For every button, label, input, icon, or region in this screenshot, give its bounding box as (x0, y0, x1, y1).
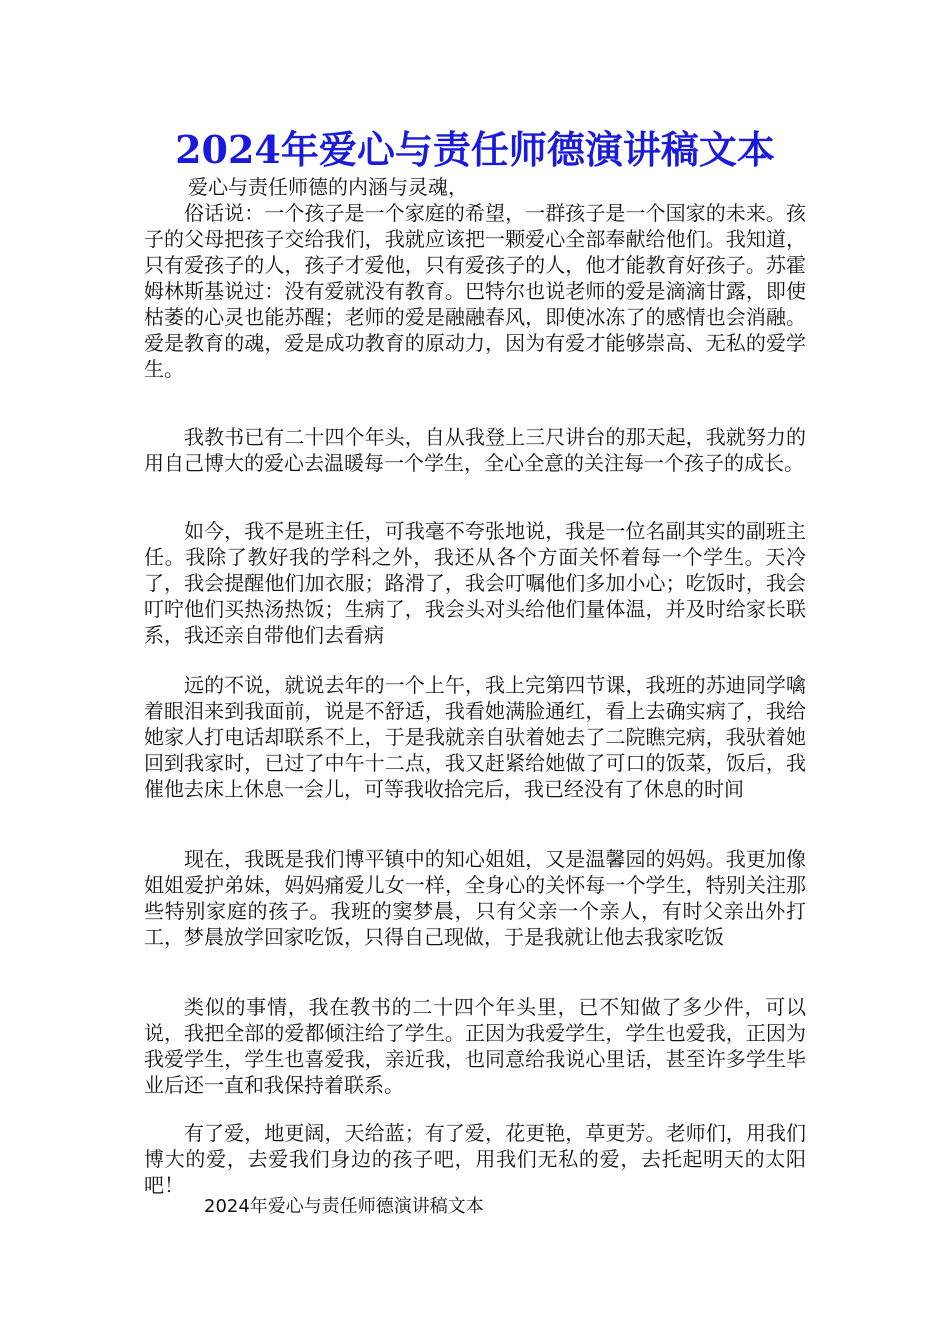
document-footer-title: 2024年爱心与责任师德演讲稿文本 (204, 1196, 484, 1217)
paragraph-block-5 (144, 846, 806, 950)
paragraph-block-6 (144, 994, 806, 1098)
paragraph: 远的不说，就说去年的一个上午，我上完第四节课，我班的苏迪同学噙着眼泪来到我面前，说是不舒适，我看她满脸通红，看上去确实病了，我给她家人打电话却联系不上，于是我就亲自驮着她去了二院瞧完病，我驮着她回到我家时，已过了中午十二点，我又赶紧给她做了可口的饭菜，饭后，我催他去床上休息一会儿，可等我收拾完后，我已经没有了休息的时间 (144, 673, 806, 801)
paragraph-block-3 (144, 518, 806, 648)
paragraph: 类似的事情，我在教书的二十四个年头里，已不知做了多少件，可以说，我把全部的爱都倾注给了学生。正因为我爱学生，学生也爱我，正因为我爱学生，学生也喜爱我，亲近我，也同意给我说心里话，甚至许多学生毕业后还一直和我保持着联系。 (144, 995, 806, 1097)
paragraph-block-1 (144, 200, 806, 382)
intro-line: 爱心与责任师德的内涵与灵魂， (188, 175, 468, 199)
paragraph: 俗话说：一个孩子是一个家庭的希望，一群孩子是一个国家的未来。孩子的父母把孩子交给我们，我就应该把一颗爱心全部奉献给他们。我知道，只有爱孩子的人，孩子才爱他，只有爱孩子的人，他才能教育好孩子。苏霍姆林斯基说过：没有爱就没有教育。巴特尔也说老师的爱是滴滴甘露，即使枯萎的心灵也能苏醒；老师的爱是融融春风，即使冰冻了的感情也会消融。爱是教育的魂，爱是成功教育的原动力，因为有爱才能够崇高、无私的爱学生。 (144, 201, 806, 381)
paragraph: 我教书已有二十四个年头，自从我登上三尺讲台的那天起，我就努力的用自己博大的爱心去温暖每一个学生，全心全意的关注每一个孩子的成长。 (144, 425, 806, 475)
paragraph: 现在，我既是我们博平镇中的知心姐姐，又是温馨园的妈妈。我更加像姐姐爱护弟妹，妈妈痛爱儿女一样，全身心的关怀每一个学生，特别关注那些特别家庭的孩子。我班的窦梦晨，只有父亲一个亲人，有时父亲出外打工，梦晨放学回家吃饭，只得自己现做，于是我就让他去我家吃饭 (144, 847, 806, 949)
paragraph-block-4 (144, 672, 806, 802)
document-title: 2024年爱心与责任师德演讲稿文本 (175, 127, 775, 172)
paragraph: 如今，我不是班主任，可我毫不夸张地说，我是一位名副其实的副班主任。我除了教好我的学科之外，我还从各个方面关怀着每一个学生。天冷了，我会提醒他们加衣服；路滑了，我会叮嘱他们多加小心；吃饭时，我会叮咛他们买热汤热饭；生病了，我会头对头给他们量体温，并及时给家长联系，我还亲自带他们去看病 (144, 519, 806, 647)
paragraph-block-2 (144, 424, 806, 476)
paragraph-block-7 (144, 1120, 806, 1198)
paragraph: 有了爱，地更阔，天给蓝；有了爱，花更艳，草更芳。老师们，用我们博大的爱，去爱我们身边的孩子吧，用我们无私的爱，去托起明天的太阳吧！ (144, 1121, 806, 1197)
